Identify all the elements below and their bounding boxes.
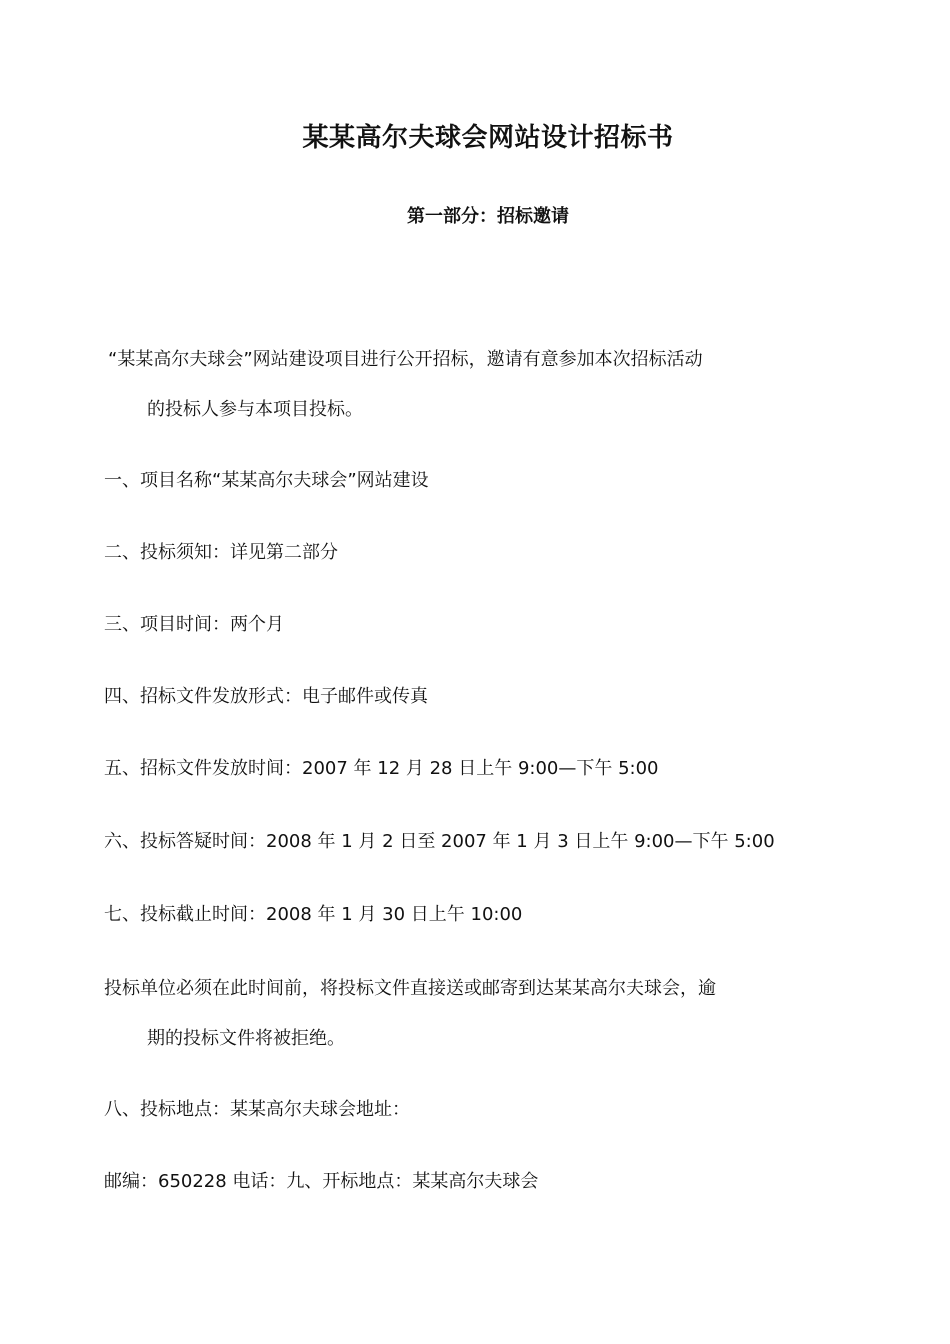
document-title: 某某高尔夫球会网站设计招标书 [302,123,674,153]
contact-line: 邮编：650228 电话：九、开标地点：某某高尔夫球会 [104,1171,539,1192]
item-project-name: 一、项目名称“某某高尔夫球会”网站建设 [104,470,429,491]
item-qa-time: 六、投标答疑时间：2008 年 1 月 2 日至 2007 年 1 月 3 日上午 9:00—下午 5:00 [104,831,775,852]
deadline-note-line-2: 期的投标文件将被拒绝。 [147,1028,345,1049]
item-bidding-notice: 二、投标须知：详见第二部分 [104,542,338,563]
deadline-note-line-1: 投标单位必须在此时间前，将投标文件直接送或邮寄到达某某高尔夫球会，逾 [104,978,716,999]
item-project-time: 三、项目时间：两个月 [104,614,284,635]
item-bidding-location: 八、投标地点：某某高尔夫球会地址： [104,1099,410,1120]
item-distribution-time: 五、招标文件发放时间：2007 年 12 月 28 日上午 9:00—下午 5:00 [104,758,659,779]
item-distribution-form: 四、招标文件发放形式：电子邮件或传真 [104,686,428,707]
intro-line-1: “某某高尔夫球会”网站建设项目进行公开招标，邀请有意参加本次招标活动 [108,349,703,370]
item-deadline: 七、投标截止时间：2008 年 1 月 30 日上午 10:00 [104,904,523,925]
intro-line-2: 的投标人参与本项目投标。 [147,399,363,420]
section-title: 第一部分：招标邀请 [407,206,569,227]
